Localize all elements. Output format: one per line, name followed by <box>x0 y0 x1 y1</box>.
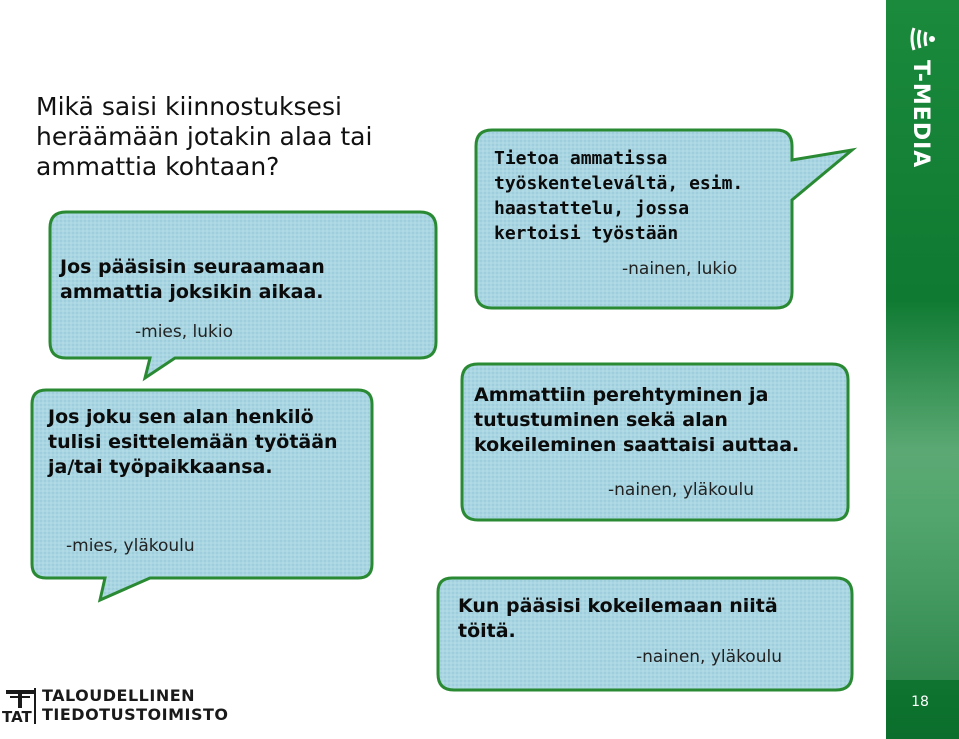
brand-name: T-MEDIA <box>908 60 933 169</box>
logo-divider <box>34 688 36 724</box>
tat-abbr: TAT <box>2 708 32 726</box>
quote-4-text: Ammattiin perehtyminen ja tutustuminen sekä alan kokeileminen saattaisi auttaa. <box>474 384 800 456</box>
logo-line-1: TALOUDELLINEN <box>42 686 196 705</box>
tat-logo <box>0 684 229 734</box>
quote-2-text: Tietoa ammatissa työskenteleváltä, esim. haastattelu, jossa kertoisi työstään <box>494 148 744 244</box>
quote-1-attribution: -mies, lukio <box>135 322 234 342</box>
page-number: 18 <box>911 694 929 710</box>
signal-icon <box>908 24 938 54</box>
sailing-photo <box>886 300 959 680</box>
tat-logo-mark <box>2 686 38 710</box>
quote-3-attribution: -mies, yläkoulu <box>66 536 195 556</box>
quote-4-attribution: -nainen, yläkoulu <box>608 480 754 500</box>
quote-5-text: Kun pääsisi kokeilemaan niitä töitä. <box>458 595 778 642</box>
slide-title: Mikä saisi kiinnostuksesi heräämään jotakin alaa tai ammattia kohtaan? <box>36 92 373 181</box>
quote-2-attribution: -nainen, lukio <box>622 259 738 279</box>
quote-3-text: Jos joku sen alan henkilö tulisi esittelemään työtään ja/tai työpaikkaansa. <box>48 406 338 478</box>
quote-5-attribution: -nainen, yläkoulu <box>636 647 782 667</box>
logo-line-2: TIEDOTUSTOIMISTO <box>42 705 229 724</box>
quote-1-text: Jos pääsisin seuraamaan ammattia joksikin aikaa. <box>60 256 325 303</box>
